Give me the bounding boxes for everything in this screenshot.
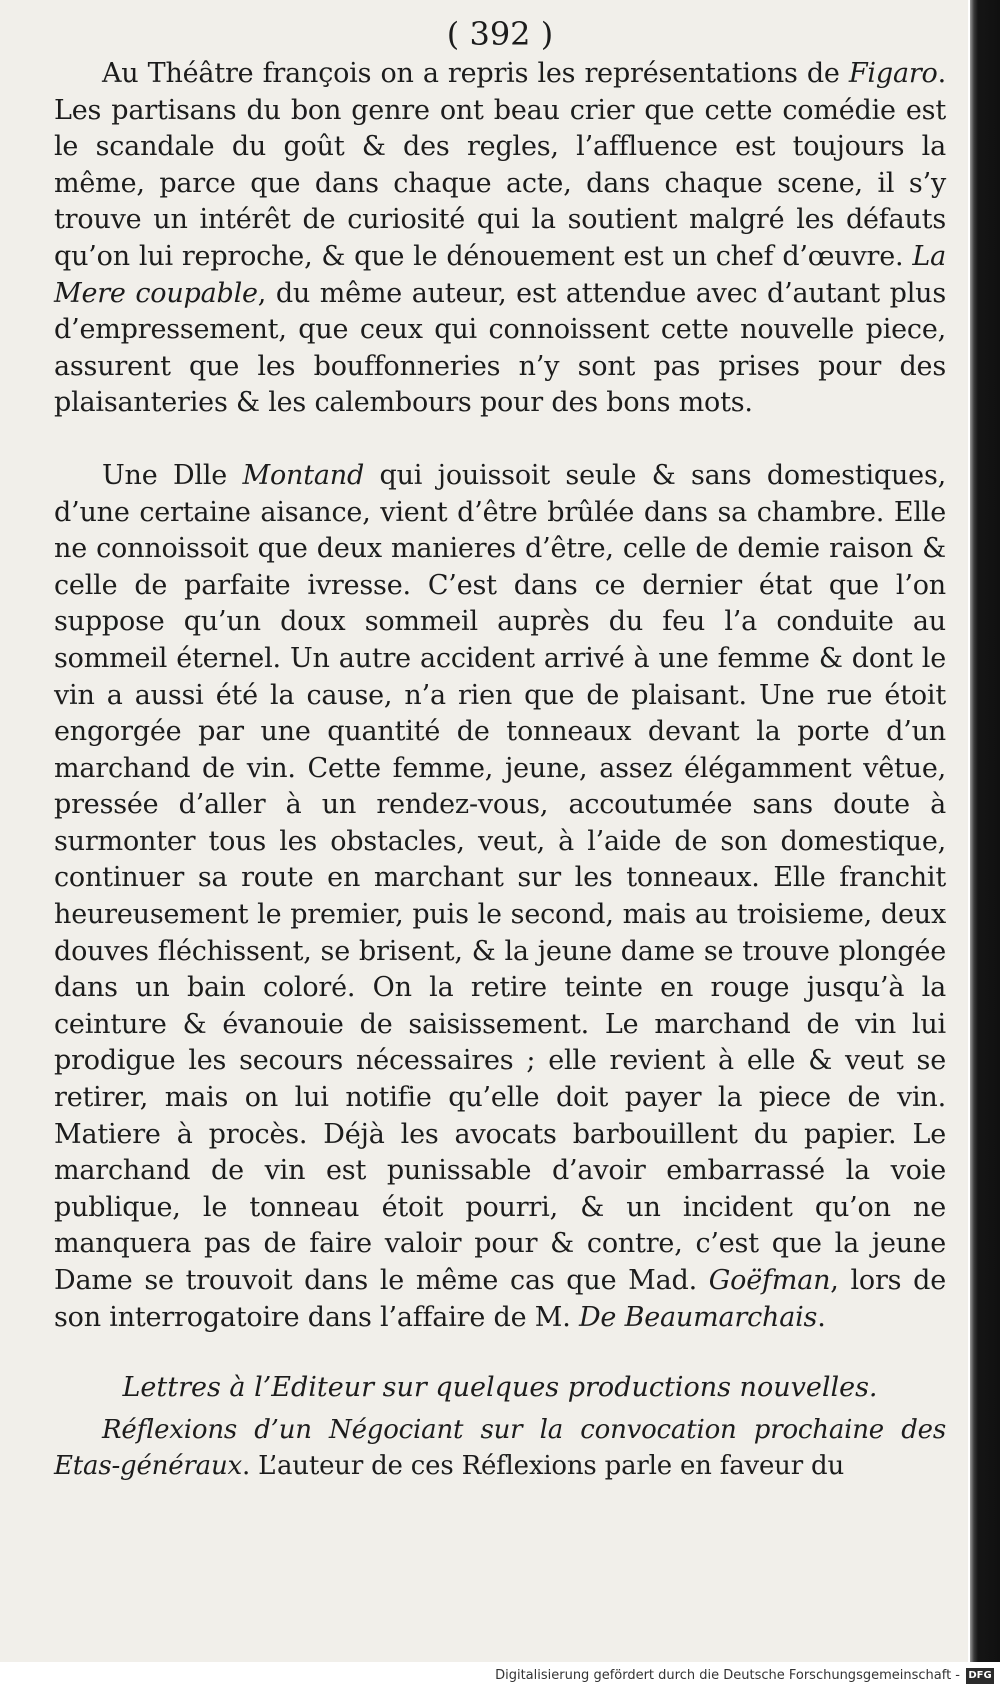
italic-title: Montand [242,459,365,491]
text-run: . [817,1301,826,1333]
italic-title: Réflexions d’un Négociant sur la convocation prochaine des Etas-généraux [54,1415,946,1482]
paragraph-figaro [54,56,946,422]
italic-title: De Beaumarchais [578,1301,818,1333]
text-run: , du même auteur, est attendue avec d’autant plus d’empressement, que ceux qui connoissent cette nouvelle piece, assurent que les bouffonneries n’y sont pas prises pour des plaisanteries & les calembours pour des bons mots. [54,277,946,419]
italic-title: La Mere coupable [54,240,946,309]
text-run: . L’auteur de ces Réflexions parle en faveur du [241,1451,845,1482]
dfg-logo: DFG [966,1668,994,1684]
page-content [54,15,946,1484]
text-run: Au Théâtre françois on a repris les représentations de [102,58,849,89]
section-heading: Lettres à l’Editeur sur quelques productions nouvelles. [122,1372,878,1404]
review-paragraph [54,1412,946,1484]
text-run: qui jouissoit seule & sans domestiques, d’une certaine aisance, vient d’être brûlée dans sa chambre. Elle ne connoissoit que deux manieres d’être, celle de demie raison & celle de parfaite ivresse. C’est dans ce dernier état que l’on suppose qu’un doux sommeil auprès du feu l’a conduite au sommeil éternel. Un autre accident arrivé à une femme & dont le vin a aussi été la cause, n’a rien que de plaisant. Une rue étoit engorgée par une quantité de tonneaux devant la porte d’un marchand de vin. Cette femme, jeune, assez élégamment vêtue, pressée d’aller à un rendez-vous, accoutumée sans doute à surmonter tous les obstacles, veut, à l’aide de son domestique, continuer sa route en marchant sur les tonneaux. Elle franchit heureusement le premier, puis le second, mais au troisieme, deux douves fléchissent, se brisent, & la jeune dame se trouve plongée dans un bain coloré. On la retire teinte en rouge jusqu’à la ceinture & évanouie de saisissement. Le marchand de vin lui prodigue les secours nécessaires ; elle revient à elle & veut se retirer, mais on lui notifie qu’elle doit payer la piece de vin. Matiere à procès. Déjà les avocats barbouillent du papier. Le marchand de vin est punissable d’avoir embarrassé la voie publique, le tonneau étoit pourri, & un incident qu’on ne manquera pas de faire valoir pour & contre, c’est que la jeune Dame se trouvoit dans le même cas que Mad. [54,459,946,1296]
page-edge-shadow [970,0,1000,1662]
footer-credit: Digitalisierung gefördert durch die Deutsche Forschungsgemeinschaft - [495,1668,960,1683]
digitization-footer [0,1664,1000,1688]
text-run: . Les partisans du bon genre ont beau crier que cette comédie est le scandale du goût & des regles, l’affluence est toujours la même, parce que dans chaque acte, dans chaque scene, il s’y trouve un intérêt de curiosité qui la soutient malgré les défauts qu’on lui reproche, & que le dénouement est un chef d’œuvre. [54,58,946,272]
text-run: Une Dlle [102,459,243,491]
italic-title: Goëfman [708,1265,831,1296]
page-number: ( 392 ) [446,15,554,53]
italic-title: Figaro [848,58,938,89]
paragraph-montand [54,458,946,1336]
text-run: , lors de son interrogatoire dans l’affaire de M. [54,1265,946,1333]
